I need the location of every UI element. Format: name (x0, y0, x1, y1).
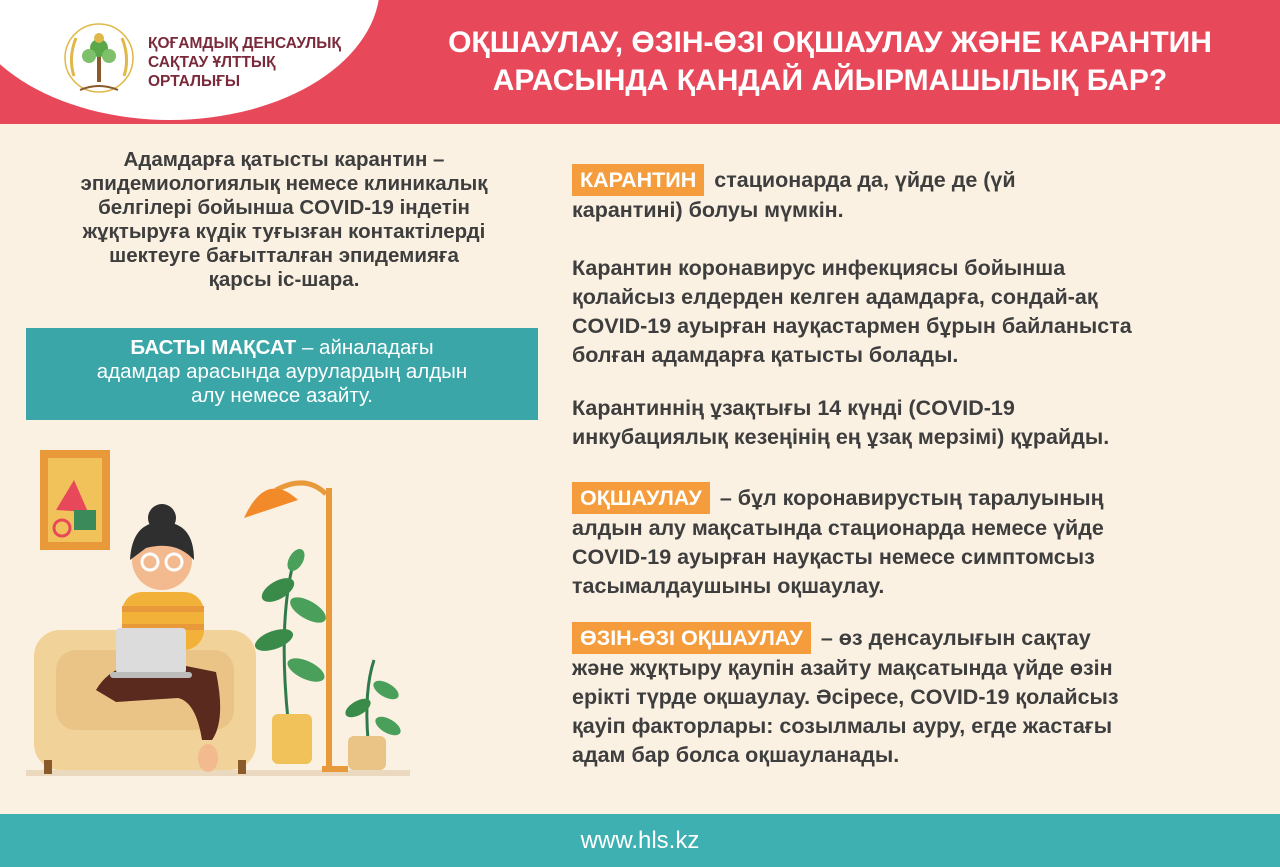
goal-text: – айналадағы (296, 336, 434, 359)
text-line: эпидемиологиялық немесе клиникалық (80, 172, 488, 195)
website-link[interactable]: www.hls.kz (580, 827, 700, 854)
self-isolation-section (572, 622, 1119, 770)
text-line: қарсы іс-шара. (208, 268, 360, 291)
text-line: COVID-19 ауырған науқастармен бұрын байланыста (572, 314, 1132, 338)
quarantine-definition (28, 148, 540, 292)
quarantine-text: стационарда да, үйде де (үй (708, 168, 1016, 192)
plant-tall (252, 546, 330, 764)
org-name-line: САҚТАУ ҰЛТТЫҚ (148, 54, 276, 71)
text-line: Карантиннің ұзақтығы 14 күнді (COVID-19 (572, 396, 1015, 420)
text-line: COVID-19 ауырған науқасты немесе симптомсыз (572, 545, 1095, 569)
floor-line (26, 770, 410, 776)
footer-bar (0, 814, 1280, 867)
title-line: ОҚШАУЛАУ, ӨЗІН-ӨЗІ ОҚШАУЛАУ ЖӘНЕ КАРАНТИН (448, 26, 1212, 59)
laptop (110, 628, 192, 678)
text-line: инкубациялық кезеңінің ең ұзақ мерзімі) құрайды. (572, 425, 1110, 449)
text-line: шектеуге бағытталған эпидемияға (109, 244, 459, 267)
quarantine-duration-paragraph (572, 394, 1109, 452)
wall-picture (40, 450, 110, 550)
header-banner (0, 0, 1280, 124)
title-line: АРАСЫНДА ҚАНДАЙ АЙЫРМАШЫЛЫҚ БАР? (492, 64, 1168, 97)
text-line: және жұқтыру қаупін азайту мақсатында үйде өзін (572, 656, 1113, 680)
text-line: карантині) болуы мүмкін. (572, 198, 844, 222)
woman-with-laptop-illustration (26, 440, 426, 790)
quarantine-section (572, 164, 1016, 225)
org-name-line: ҚОҒАМДЫҚ ДЕНСАУЛЫҚ (148, 35, 341, 52)
isolation-section (572, 482, 1104, 601)
text-line: болған адамдарға қатысты болады. (572, 343, 959, 367)
text-line (572, 622, 1119, 654)
text-line (572, 482, 1104, 514)
isolation-tag: ОҚШАУЛАУ (572, 482, 710, 514)
main-goal-box (26, 328, 538, 420)
quarantine-applies-paragraph (572, 254, 1132, 370)
text-line: Карантин коронавирус инфекциясы бойынша (572, 256, 1066, 280)
text-line (26, 336, 538, 360)
goal-label: БАСТЫ МАҚСАТ (130, 336, 297, 359)
text-line: жұқтыруға күдік туғызған контактілерді (82, 220, 486, 243)
text-line: белгілері бойынша COVID-19 індетін (98, 196, 470, 219)
tree-logo-icon (62, 18, 136, 104)
text-line: алу немесе азайту. (191, 384, 373, 407)
text-line: алдын алу мақсатында стационарда немесе үйде (572, 516, 1104, 540)
plant-small (342, 660, 403, 770)
organization-name (148, 34, 341, 91)
text-line: Адамдарға қатысты карантин – (123, 148, 445, 171)
self-isolation-text: – өз денсаулығын сақтау (814, 626, 1091, 650)
org-name-line: ОРТАЛЫҒЫ (148, 73, 241, 90)
text-line: ерікті түрде оқшаулау. Әсіресе, COVID-19 қолайсыз (572, 685, 1119, 709)
page-title (400, 24, 1260, 100)
isolation-text: – бұл коронавирустың таралуының (713, 486, 1104, 510)
text-line: адамдар арасында аурулардың алдын (96, 360, 468, 383)
text-line (572, 164, 1016, 196)
text-line: қолайсыз елдерден келген адамдарға, сондай-ақ (572, 285, 1098, 309)
self-isolation-tag: ӨЗІН-ӨЗІ ОҚШАУЛАУ (572, 622, 811, 654)
quarantine-tag: КАРАНТИН (572, 164, 704, 196)
text-line: тасымалдаушыны оқшаулау. (572, 574, 885, 598)
text-line: адам бар болса оқшауланады. (572, 743, 900, 767)
text-line: қауіп факторлары: созылмалы ауру, егде жастағы (572, 714, 1113, 738)
